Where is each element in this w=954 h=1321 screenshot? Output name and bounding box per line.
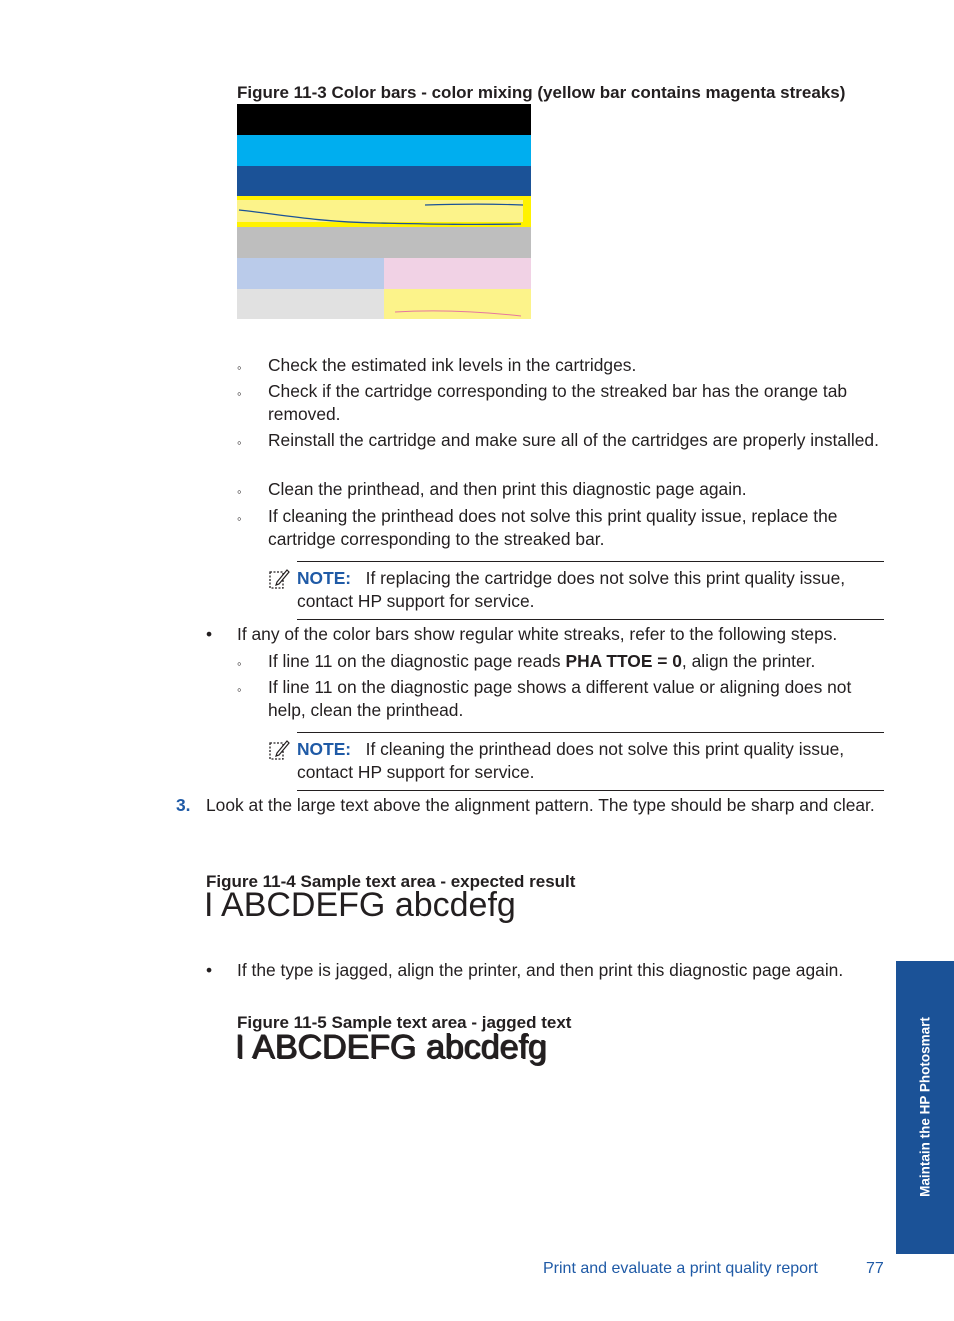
black-bar <box>237 104 531 135</box>
yellow-bar-inner <box>237 200 523 222</box>
note-text: If replacing the cartridge does not solve this print quality issue, contact HP support for service. <box>297 568 846 611</box>
step-number: 3. <box>176 795 191 815</box>
note-label: NOTE: <box>297 568 352 588</box>
figure-11-5-caption: Figure 11-5 Sample text area - jagged text <box>237 1013 572 1032</box>
color-bars-figure <box>237 104 531 319</box>
bullet-marker: ◦ <box>237 511 242 526</box>
line11-text-after: , align the printer. <box>681 651 816 671</box>
blue-bar <box>237 166 531 196</box>
list-item: Clean the printhead, and then print this diagnostic page again. <box>268 479 747 499</box>
light-pink-block <box>384 258 531 289</box>
list-item <box>268 650 890 673</box>
note-label: NOTE: <box>297 739 352 759</box>
cyan-bar <box>237 135 531 166</box>
light-gray-block <box>237 289 384 319</box>
note-bottom-rule <box>297 619 884 620</box>
line11-text-before: If line 11 on the diagnostic page reads <box>268 651 566 671</box>
list-item: Reinstall the cartridge and make sure all of the cartridges are properly installed. <box>268 430 879 450</box>
footer-section-title: Print and evaluate a print quality report <box>543 1260 818 1277</box>
gray-bar <box>237 227 531 258</box>
sample-text-expected: I ABCDEFG abcdefg <box>204 886 516 924</box>
bullet-marker: ◦ <box>237 435 242 450</box>
sample-text-jagged: I ABCDEFG abcdefg <box>235 1028 547 1066</box>
note-bottom-rule <box>297 790 884 791</box>
list-item: If line 11 on the diagnostic page shows a different value or aligning does not help, clean the printhead. <box>268 677 852 720</box>
list-item: If any of the color bars show regular white streaks, refer to the following steps. <box>237 624 838 644</box>
chapter-side-tab <box>896 961 954 1254</box>
note-top-rule <box>297 561 884 562</box>
list-item: If cleaning the printhead does not solve this print quality issue, replace the cartridge corresponding to the streaked bar. <box>268 506 838 549</box>
note-icon <box>268 739 290 761</box>
list-item: Check if the cartridge corresponding to the streaked bar has the orange tab removed. <box>268 381 848 424</box>
figure-11-3-caption: Figure 11-3 Color bars - color mixing (yellow bar contains magenta streaks) <box>237 83 846 102</box>
list-item: Check the estimated ink levels in the cartridges. <box>268 355 637 375</box>
page-number: 77 <box>866 1260 884 1277</box>
bullet-marker: ◦ <box>237 360 242 375</box>
figure-11-4-caption: Figure 11-4 Sample text area - expected result <box>206 872 576 891</box>
note-2 <box>297 738 887 784</box>
bullet-marker: ◦ <box>237 656 242 671</box>
bullet-marker: • <box>206 960 213 980</box>
bullet-marker: ◦ <box>237 484 242 499</box>
side-tab-label: Maintain the HP Photosmart <box>917 1017 933 1197</box>
step-3-text: Look at the large text above the alignment pattern. The type should be sharp and clear. <box>206 795 875 815</box>
pha-ttoe-value: PHA TTOE = 0 <box>565 651 682 671</box>
note-1 <box>297 567 887 613</box>
note-icon <box>268 568 290 590</box>
bullet-marker: ◦ <box>237 682 242 697</box>
list-item: If the type is jagged, align the printer, and then print this diagnostic page again. <box>237 960 844 980</box>
light-blue-block <box>237 258 384 289</box>
bullet-marker: • <box>206 624 213 644</box>
note-top-rule <box>297 732 884 733</box>
note-text: If cleaning the printhead does not solve this print quality issue, contact HP support for service. <box>297 739 845 782</box>
bullet-marker: ◦ <box>237 386 242 401</box>
